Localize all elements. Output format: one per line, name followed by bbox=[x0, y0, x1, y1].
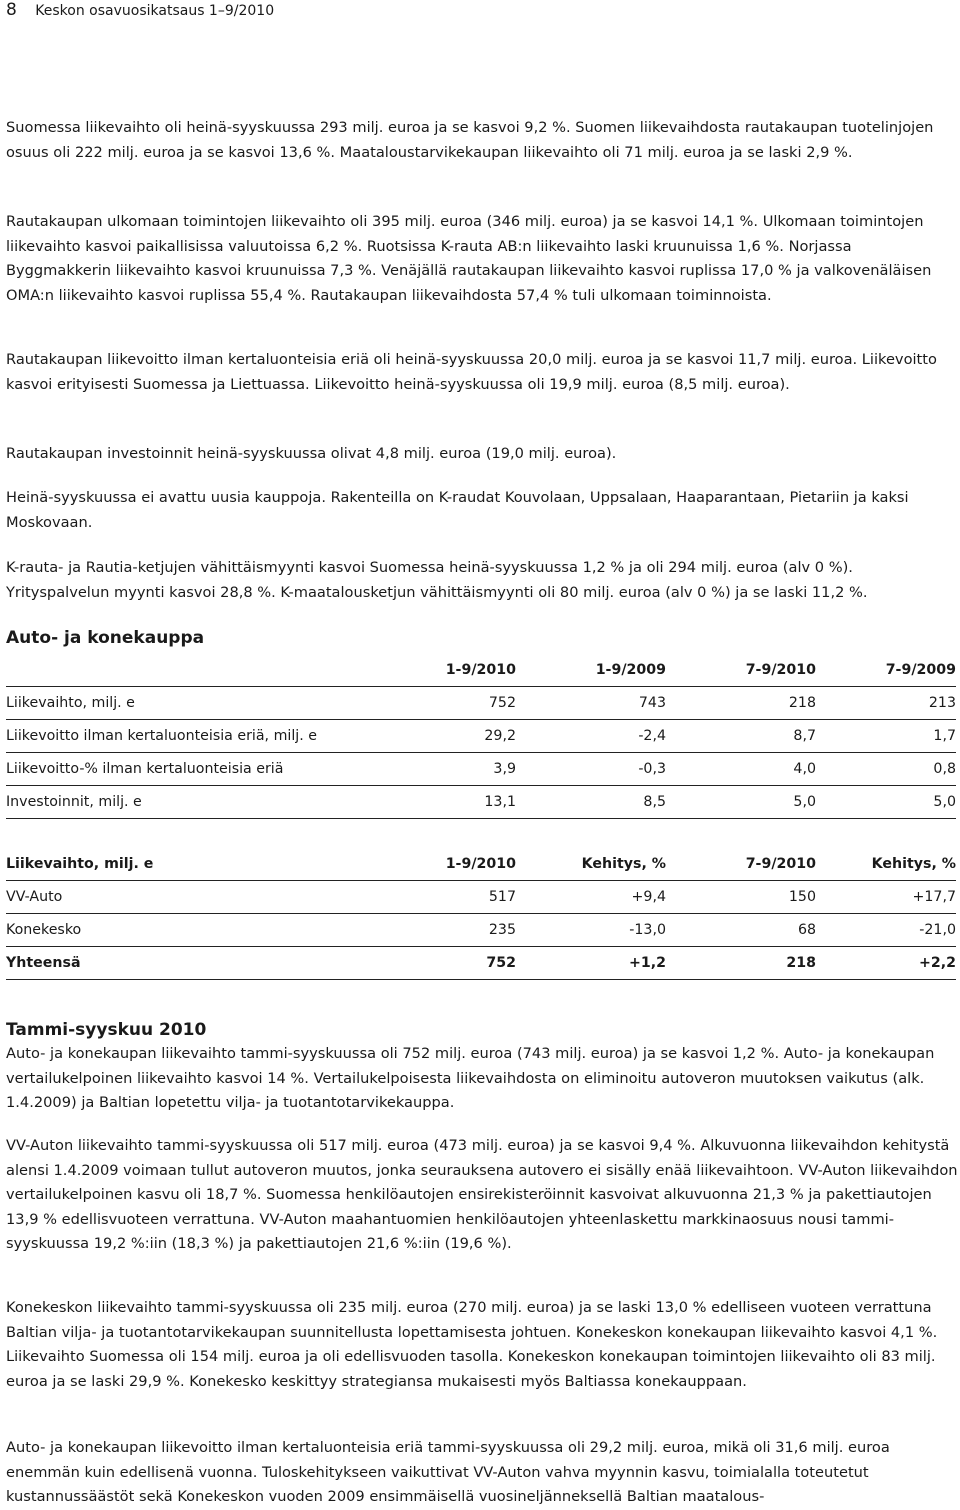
table-cell: -13,0 bbox=[516, 914, 666, 947]
table-cell: 5,0 bbox=[666, 786, 816, 819]
paragraph-sales-finland: Suomessa liikevaihto oli heinä-syyskuussa 293 milj. euroa ja se kasvoi 9,2 %. Suomen liikevaihdosta rautakaupan tuotelinjojen osuus oli 222 milj. euroa ja se kasvoi 13,6 %. Maataloustarvikekaupan liikevaihto oli 71 milj. euroa ja se laski 2,9 %. bbox=[6, 119, 934, 161]
document-title: Keskon osavuosikatsaus 1–9/2010 bbox=[35, 3, 275, 19]
table-cell: +2,2 bbox=[816, 947, 956, 980]
table-cell: 218 bbox=[666, 947, 816, 980]
table-total-row bbox=[6, 947, 956, 980]
table-row bbox=[6, 914, 956, 947]
table-cell: 8,7 bbox=[666, 720, 816, 753]
paragraph-vv-auto: VV-Auton liikevaihto tammi-syyskuussa oli 517 milj. euroa (473 milj. euroa) ja se kasvoi 9,4 %. Alkuvuonna liikevaihdon kehitystä alensi 1.4.2009 voimaan tullut autoveron muutos, jonka seurauksena autovero ei sisälly enää liikevaihtoon. VV-Auton liikevaihdon vertailukelpoinen kasvu oli 18,7 %. Suomessa henkilöautojen ensirekisteröinnit kasvoivat alkuvuonna 21,3 % ja pakettiautojen 13,9 % edellisvuoteen verrattuna. VV-Auton maahantuomien henkilöautojen yhteenlaskettu markkinaosuus nousi tammi-syyskuussa 19,2 %:iin (18,3 %) ja pakettiautojen 21,6 %:iin (19,6 %). bbox=[6, 1137, 958, 1253]
table-header-cell: Liikevaihto, milj. e bbox=[6, 848, 366, 881]
paragraph-operating-profit: Rautakaupan liikevoitto ilman kertaluonteisia eriä oli heinä-syyskuussa 20,0 milj. euroa ja se kasvoi 11,7 milj. euroa. Liikevoitto kasvoi erityisesti Suomessa ja Liettuassa. Liikevoitto heinä-syyskuussa oli 19,9 milj. euroa (8,5 milj. euroa). bbox=[6, 351, 937, 393]
subsection-heading: Tammi-syyskuu 2010 bbox=[6, 1020, 207, 1040]
table-cell: +9,4 bbox=[516, 881, 666, 914]
table-cell: 1,7 bbox=[816, 720, 956, 753]
table-header-cell bbox=[6, 654, 366, 687]
paragraph-konekesko: Konekeskon liikevaihto tammi-syyskuussa oli 235 milj. euroa (270 milj. euroa) ja se laski 13,0 % edelliseen vuoteen verrattuna Baltian vilja- ja tuotantotarvikekaupan suunnitellusta lopettamisesta johtuen. Konekeskon konekaupan liikevaihto kasvoi 4,1 %. Liikevaihto Suomessa oli 154 milj. euroa ja oli edellisvuoden tasolla. Konekeskon konekaupan toimintojen liikevaihto oli 83 milj. euroa ja se laski 29,9 %. Konekesko keskittyy strategiansa mukaisesti myös Baltiassa konekauppaan. bbox=[6, 1299, 938, 1390]
table-cell: 8,5 bbox=[516, 786, 666, 819]
table-cell: 752 bbox=[366, 687, 516, 720]
table-cell: 29,2 bbox=[366, 720, 516, 753]
table-header-row bbox=[6, 848, 956, 881]
table-header-cell: 1-9/2010 bbox=[366, 654, 516, 687]
table-cell: 5,0 bbox=[816, 786, 956, 819]
table-header-cell: Kehitys, % bbox=[816, 848, 956, 881]
row-label: Liikevaihto, milj. e bbox=[6, 687, 366, 720]
table-cell: 752 bbox=[366, 947, 516, 980]
table-cell: 13,1 bbox=[366, 786, 516, 819]
table-row bbox=[6, 720, 956, 753]
row-label: Investoinnit, milj. e bbox=[6, 786, 366, 819]
table-row bbox=[6, 753, 956, 786]
table-cell: 3,9 bbox=[366, 753, 516, 786]
row-label: Liikevoitto-% ilman kertaluonteisia eriä bbox=[6, 753, 366, 786]
table-header-cell: 7-9/2010 bbox=[666, 848, 816, 881]
section-heading: Auto- ja konekauppa bbox=[6, 628, 205, 648]
paragraph-operating-profit-2: Auto- ja konekaupan liikevoitto ilman kertaluonteisia eriä tammi-syyskuussa oli 29,2 milj. euroa, mikä oli 31,6 milj. euroa enemmän kuin edellisenä vuonna. Tuloskehitykseen vaikuttivat VV-Auton vahva myynnin kasvu, toimialalla toteutetut kustannussäästöt sekä Konekeskon vuoden 2009 ensimmäisellä vuosineljänneksellä Baltian maatalous- bbox=[6, 1439, 890, 1506]
table-cell: 4,0 bbox=[666, 753, 816, 786]
table-header-cell: 1-9/2010 bbox=[366, 848, 516, 881]
row-label: VV-Auto bbox=[6, 881, 366, 914]
table-cell: -21,0 bbox=[816, 914, 956, 947]
table-header-cell: Kehitys, % bbox=[516, 848, 666, 881]
table-header-row bbox=[6, 654, 956, 687]
paragraph-retail-sales: K-rauta- ja Rautia-ketjujen vähittäismyynti kasvoi Suomessa heinä-syyskuussa 1,2 % ja oli 294 milj. euroa (alv 0 %). Yrityspalvelun myynti kasvoi 28,8 %. K-maatalousketjun vähittäismyynti oli 80 milj. euroa (alv 0 %) ja se laski 11,2 %. bbox=[6, 559, 868, 601]
table-cell: -0,3 bbox=[516, 753, 666, 786]
table-cell: -2,4 bbox=[516, 720, 666, 753]
row-label: Liikevoitto ilman kertaluonteisia eriä, milj. e bbox=[6, 720, 366, 753]
table-header-cell: 7-9/2010 bbox=[666, 654, 816, 687]
row-label: Yhteensä bbox=[6, 947, 366, 980]
table-cell: +17,7 bbox=[816, 881, 956, 914]
key-figures-table bbox=[6, 654, 956, 819]
row-label: Konekesko bbox=[6, 914, 366, 947]
table-cell: 68 bbox=[666, 914, 816, 947]
table-header-cell: 7-9/2009 bbox=[816, 654, 956, 687]
table-cell: 150 bbox=[666, 881, 816, 914]
page-number: 8 bbox=[6, 0, 17, 20]
table-row bbox=[6, 881, 956, 914]
paragraph-total-sales: Auto- ja konekaupan liikevaihto tammi-syyskuussa oli 752 milj. euroa (743 milj. euroa) ja se kasvoi 1,2 %. Auto- ja konekaupan vertailukelpoinen liikevaihto kasvoi 14 %. Vertailukelpoisesta liikevaihdosta on eliminoitu autoveron muutoksen vaikutus (alk. 1.4.2009) ja Baltian lopetettu vilja- ja tuotantotarvikekauppa. bbox=[6, 1045, 935, 1112]
table-cell: 743 bbox=[516, 687, 666, 720]
page-header bbox=[6, 0, 274, 21]
table-cell: 517 bbox=[366, 881, 516, 914]
table-cell: 213 bbox=[816, 687, 956, 720]
sales-by-company-table bbox=[6, 848, 956, 980]
table-row bbox=[6, 687, 956, 720]
paragraph-foreign-operations: Rautakaupan ulkomaan toimintojen liikevaihto oli 395 milj. euroa (346 milj. euroa) ja se kasvoi 14,1 %. Ulkomaan toimintojen liikevaihto kasvoi paikallisissa valuutoissa 6,2 %. Ruotsissa K-rauta AB:n liikevaihto laski kruunuissa 1,6 %. Norjassa Byggmakkerin liikevaihto kasvoi kruunuissa 7,3 %. Venäjällä rautakaupan liikevaihto kasvoi ruplissa 17,0 % ja valkovenäläisen OMA:n liikevaihto kasvoi ruplissa 55,4 %. Rautakaupan liikevaihdosta 57,4 % tuli ulkomaan toiminnoista. bbox=[6, 213, 932, 304]
table-header-cell: 1-9/2009 bbox=[516, 654, 666, 687]
table-cell: +1,2 bbox=[516, 947, 666, 980]
paragraph-stores: Heinä-syyskuussa ei avattu uusia kauppoja. Rakenteilla on K-raudat Kouvolaan, Uppsalaan, Haaparantaan, Pietariin ja kaksi Moskovaan. bbox=[6, 489, 909, 531]
table-cell: 235 bbox=[366, 914, 516, 947]
table-row bbox=[6, 786, 956, 819]
table-cell: 218 bbox=[666, 687, 816, 720]
paragraph-investments: Rautakaupan investoinnit heinä-syyskuussa olivat 4,8 milj. euroa (19,0 milj. euroa). bbox=[6, 445, 617, 462]
table-cell: 0,8 bbox=[816, 753, 956, 786]
